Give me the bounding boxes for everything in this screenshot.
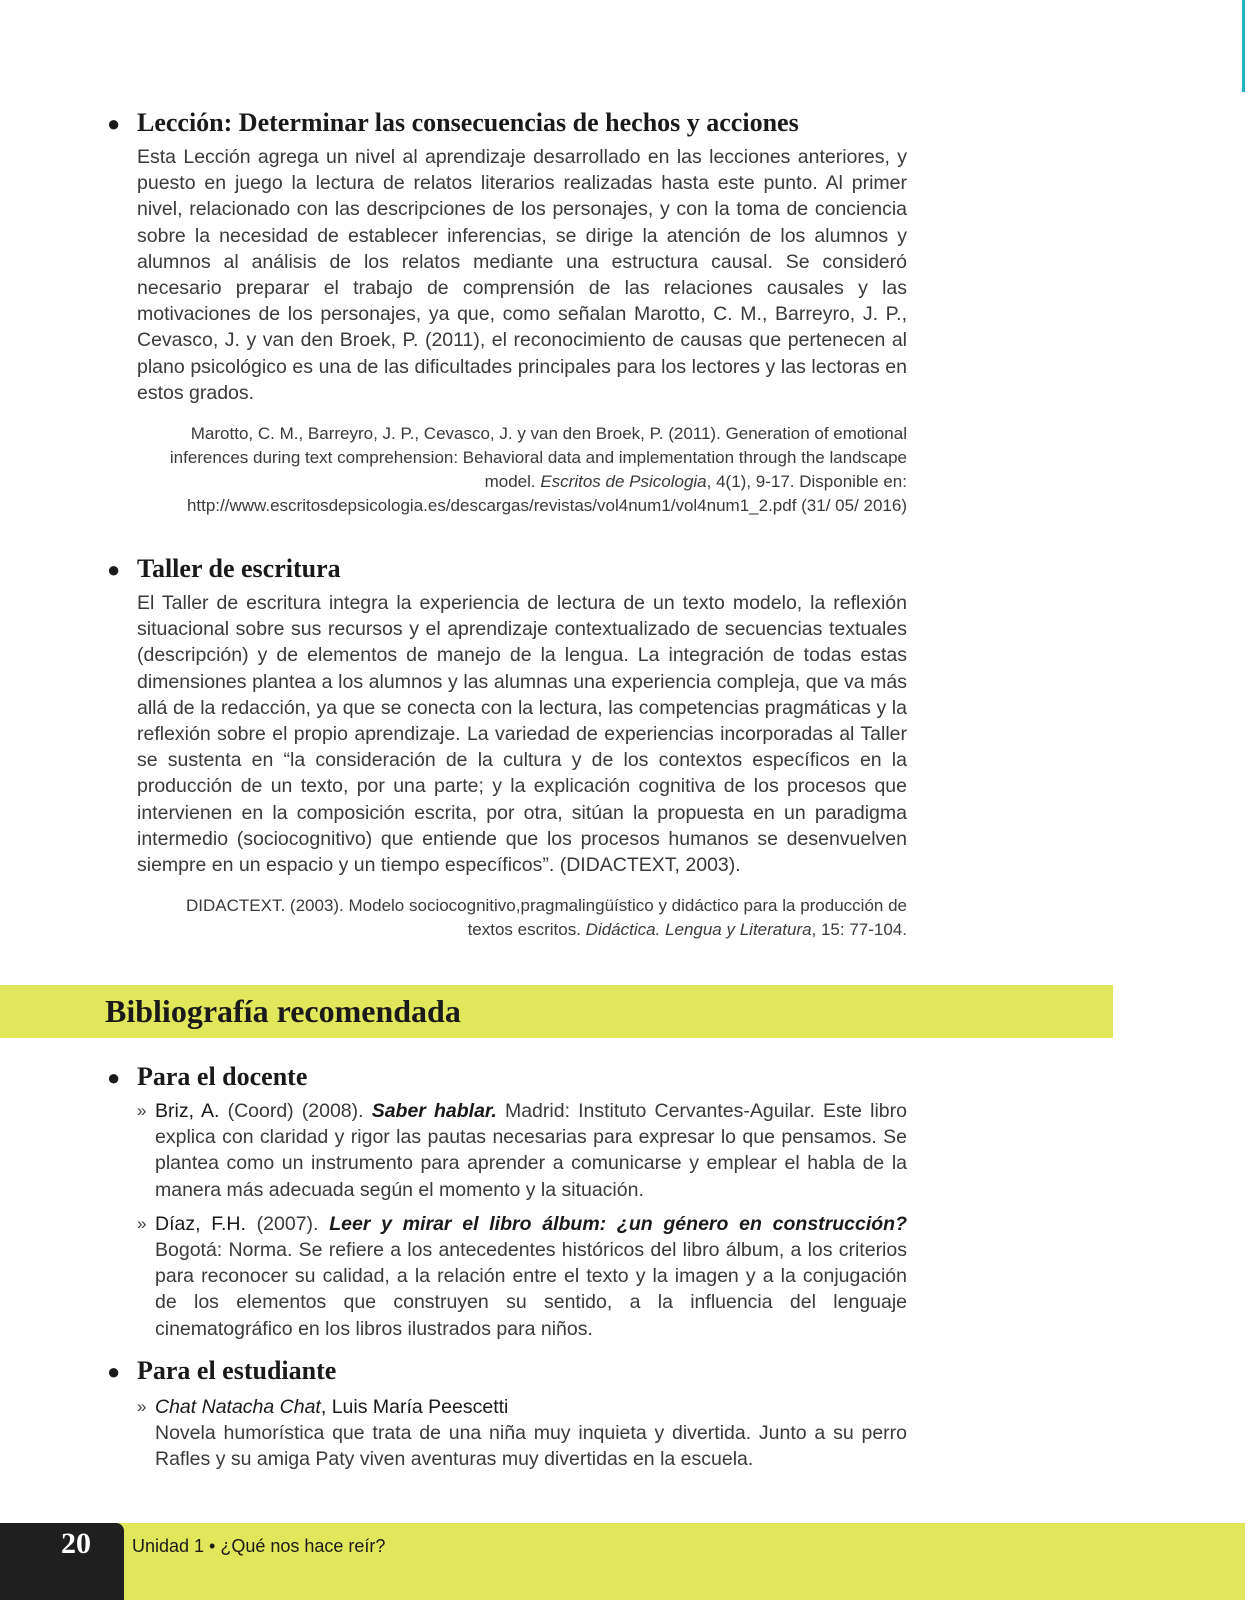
reference-text: DIDACTEXT. (2003). Modelo sociocognitivo,pragmalingüístico y didáctico para la producción de textos escritos.: [186, 896, 907, 940]
docente-heading: Para el docente: [137, 1062, 308, 1091]
bullet-icon: ●: [107, 557, 121, 583]
bibliography-item: [137, 1211, 907, 1342]
workshop-paragraph: El Taller de escritura integra la experiencia de lectura de un texto modelo, la reflexión situacional sobre sus recursos y el aprendizaje contextualizado de secuencias textuales (descripción) y de elementos de manejo de la lengua. La integración de todas estas dimensiones plantea a los alumnos y las alumnas una experiencia compleja, que va más allá de la redacción, ya que se conecta con la lectura, las competencias pragmáticas y la reflexión sobre el propio aprendizaje. La variedad de experiencias incorporadas al Taller se sustenta en “la consideración de la cultura y de los contextos específicos en la producción de un texto, por una parte; y la explicación cognitiva de los procesos que intervienen en la composición escrita, por otra, sitúan la propuesta en un paradigma intermedio (sociocognitivo) que entiende que los procesos humanos se desenvuelven siempre en un espacio y un tiempo específicos”. (DIDACTEXT, 2003).: [137, 592, 907, 877]
bullet-icon: ●: [107, 1358, 121, 1384]
chevron-right-icon: »: [137, 1396, 147, 1416]
workshop-reference: [137, 894, 907, 942]
reference-details: , 15: 77-104.: [811, 920, 907, 940]
entry-author: Briz, A.: [155, 1100, 220, 1122]
entry-headline: [155, 1394, 907, 1420]
bibliography-content: [107, 1062, 907, 1480]
lesson-paragraph: Esta Lección agrega un nivel al aprendizaje desarrollado en las lecciones anteriores, y puesto en juego la lectura de relatos literarios realizadas hasta este punto. Al primer nivel, relacionado con las descripciones de los personajes, y con la toma de conciencia sobre la necesidad de establecer inferencias, se dirige la atención de los alumnos y alumnos al análisis de los relatos mediante una estructura causal. Se consideró necesario preparar el trabajo de comprensión de las relaciones causales y las motivaciones de los personajes, ya que, como señalan Marotto, C. M., Barreyro, J. P., Cevasco, J. y van den Broek, P. (2011), el reconocimiento de causas que pertenecen al plano psicológico es una de las dificultades principales para los lectores y las lectoras en estos grados.: [137, 146, 907, 404]
bullet-icon: ●: [107, 111, 121, 136]
lesson-heading: Lección: Determinar las consecuencias de hechos y acciones: [137, 108, 799, 137]
estudiante-heading: Para el estudiante: [137, 1355, 337, 1385]
reference-text: Marotto, C. M., Barreyro, J. P., Cevasco, J. y van den Broek, P. (2011). Generation of emotional inferences during text comprehension: Behavioral data and implementation through the landscape model.: [169, 424, 907, 492]
entry-author: , Luis María Peescetti: [320, 1395, 509, 1418]
entry-author: Díaz, F.H.: [155, 1212, 246, 1235]
page-number: 20: [61, 1527, 91, 1560]
entry-description: Novela humorística que trata de una niña muy inquieta y divertida. Junto a su perro Rafles y su amiga Paty viven aventuras muy divertidas en la escuela.: [155, 1422, 907, 1471]
section-heading: [107, 1356, 907, 1386]
entry-description: Madrid: Instituto Cervantes-Aguilar. Este libro explica con claridad y rigor las pautas necesarias para expresar lo que pensamos. Se plantea como un instrumento para aprender a comunicarse y emplear el habla de la manera más adecuada según el momento y la situación.: [155, 1100, 907, 1201]
section-heading: [107, 554, 907, 584]
bibliography-title: Bibliografía recomendada: [105, 993, 461, 1029]
bibliography-item: [137, 1098, 907, 1203]
reference-journal: Escritos de Psicologia: [540, 472, 707, 492]
reference-journal: Didáctica. Lengua y Literatura: [585, 920, 812, 940]
entry-title: Saber hablar.: [371, 1100, 497, 1122]
bullet-icon: ●: [107, 1065, 121, 1090]
entry-title: Leer y mirar el libro álbum: ¿un género en construcción?: [329, 1212, 907, 1235]
chevron-right-icon: »: [137, 1213, 147, 1233]
bibliography-entry: [155, 1394, 907, 1473]
footer-unit-label: Unidad 1 • ¿Qué nos hace reír?: [132, 1536, 386, 1556]
lesson-section: [107, 108, 907, 518]
reference-details: , 4(1), 9-17. Disponible en: http://www.escritosdepsicologia.es/descargas/revistas/vol4num1/vol4num1_2.pdf (31/ 05/ 2016): [186, 472, 907, 516]
entry-meta: (Coord) (2008).: [219, 1100, 372, 1122]
entry-meta: (2007).: [245, 1212, 330, 1235]
footer-band: [0, 1523, 1245, 1600]
main-content: [107, 108, 907, 952]
bibliography-entry: [155, 1211, 907, 1342]
workshop-section: [107, 554, 907, 942]
chevron-right-icon: »: [137, 1101, 147, 1120]
lesson-reference: [137, 422, 907, 518]
section-heading: [107, 1062, 907, 1092]
section-heading: [107, 108, 907, 138]
workshop-heading: Taller de escritura: [137, 554, 341, 584]
entry-title: Chat Natacha Chat: [155, 1395, 321, 1418]
bibliography-entry: [155, 1098, 907, 1203]
entry-description: Bogotá: Norma. Se refiere a los antecedentes históricos del libro álbum, a los criterios para reconocer su calidad, a la relación entre el texto y la imagen y a la conjugación de los elementos que construyen su sentido, a la influencia del lenguaje cinematográfico en los libros ilustrados para niños.: [155, 1239, 907, 1340]
bibliography-item: [137, 1394, 907, 1473]
